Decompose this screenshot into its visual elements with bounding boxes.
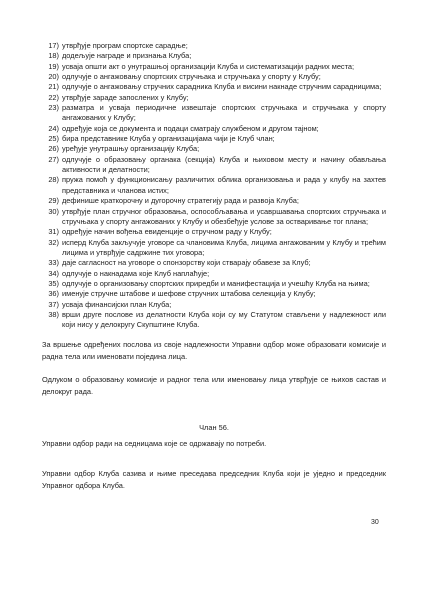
- list-item: [42, 134, 386, 144]
- list-item-number: 18): [48, 51, 59, 61]
- list-item-number: 24): [48, 123, 59, 133]
- list-item: [42, 103, 386, 124]
- list-item-text: одлучује о ангажовању спортских стручњака и стручњака у спорту у Клубу;: [62, 72, 321, 82]
- list-item-text: одређује начин вођења евиденције о стручном раду у Клубу;: [62, 227, 272, 237]
- list-item-number: 31): [48, 227, 59, 237]
- list-item: [42, 258, 386, 268]
- list-item-number: 22): [48, 92, 59, 102]
- list-item: [42, 41, 386, 51]
- list-item-number: 35): [48, 278, 59, 288]
- list-item-text: утврђује зараде запослених у Клубу;: [62, 92, 189, 102]
- list-item: [42, 93, 386, 103]
- competence-list: [42, 41, 386, 331]
- list-item: [42, 300, 386, 310]
- list-item-text: бира представнике Клуба у организацијама чији је Клуб члан;: [62, 134, 275, 144]
- list-item: [42, 155, 386, 176]
- list-item: [42, 207, 386, 228]
- list-item-text: пружа помоћ у функционисању различитих облика организовања и рада у клубу на захтев представника и чланова истих;: [62, 175, 386, 195]
- article-heading: Члан 56.: [199, 423, 229, 432]
- list-item-text: одређује која се документа и подаци сматрају службеном и другом тајном;: [62, 123, 319, 133]
- list-item-number: 29): [48, 196, 59, 206]
- list-item-number: 38): [48, 309, 59, 319]
- list-item-text: уређује унутрашњу организацију Клуба;: [62, 144, 200, 154]
- list-item-text: усваја општи акт о унутрашњој организацији Клуба и систематизацији радних места;: [62, 61, 355, 71]
- list-item: [42, 289, 386, 299]
- page-number: 30: [371, 519, 379, 526]
- list-item-number: 26): [48, 144, 59, 154]
- list-item-text: одлучује о образовању органака (секција) Клуба и њиховом месту и начину обављања активности и делатности;: [62, 154, 386, 175]
- list-item-number: 32): [48, 237, 59, 247]
- list-item-text: исперд Клуба закључује уговоре са члановима Клуба, лицима ангажованим у Клубу и трећим лицима и утврђује садржине тих уговора;: [62, 237, 386, 257]
- list-item-number: 28): [48, 175, 59, 185]
- list-item-text: одлучује о организовању спортских приредби и манифестација и учешћу Клуба на њима;: [62, 278, 370, 288]
- list-item: [42, 124, 386, 134]
- list-item: [42, 279, 386, 289]
- list-item: [42, 269, 386, 279]
- paragraph-commissions: За вршење одређених послова из своје надлежности Управни одбор може образовати комисије и радна тела или именовати поједина лица.: [42, 340, 386, 361]
- list-item-text: дефинише краткорочну и дугорочну стратегију рада и развоја Клуба;: [62, 196, 299, 206]
- list-item-number: 27): [48, 154, 59, 164]
- list-item-number: 17): [48, 41, 59, 50]
- list-item: [42, 144, 386, 154]
- list-item-text: одлучује о ангажовању стручних сарадника Клуба и висини накнаде стручним сарадницима;: [62, 82, 382, 92]
- list-item-number: 33): [48, 258, 59, 268]
- list-item: [42, 82, 386, 92]
- list-item-number: 21): [48, 82, 59, 92]
- list-item: [42, 62, 386, 72]
- list-item-number: 37): [48, 299, 59, 309]
- list-item-number: 30): [48, 206, 59, 216]
- paragraph-convening: Управни одбор Клуба сазива и њиме преседава председник Клуба који је уједно и председник Управног одбора Клуба.: [42, 469, 386, 490]
- list-item-text: утврђује план стручног образовања, оспособљавања и усавршавања спортских стручњака и стручњака у спорту ангажованих у Клубу и обезбеђује услове за остваривање тог плана;: [62, 206, 386, 226]
- list-item: [42, 238, 386, 259]
- list-item: [42, 227, 386, 237]
- list-item: [42, 72, 386, 82]
- paragraph-composition: Одлуком о образовању комисије и радног тела или именовању лица утврђује се њихов састав и делокруг рада.: [42, 375, 386, 396]
- list-item: [42, 310, 386, 331]
- list-item-number: 34): [48, 268, 59, 278]
- list-item-text: усваја финансијски план Клуба;: [62, 299, 172, 309]
- list-item-number: 25): [48, 134, 59, 144]
- list-item-number: 19): [48, 61, 59, 71]
- list-item: [42, 175, 386, 196]
- list-item-text: утврђује програм спортске сарадње;: [62, 41, 188, 50]
- list-item: [42, 196, 386, 206]
- list-item-text: даје сагласност на уговоре о спонзорству који стварају обавезе за Клуб;: [62, 258, 311, 268]
- list-item: [42, 51, 386, 61]
- list-item-text: додељује награде и признања Клуба;: [62, 51, 192, 61]
- paragraph-sessions: Управни одбор ради на седницама које се одржавају по потреби.: [42, 439, 267, 448]
- list-item-number: 20): [48, 72, 59, 82]
- list-item-text: именује стручне штабове и шефове стручних штабова селекција у Клубу;: [62, 289, 316, 299]
- list-item-text: разматра и усваја периодичне извештаје спортских стручњака и стручњака у спорту ангажованих у Клубу;: [62, 103, 386, 123]
- list-item-text: одлучује о накнадама које Клуб наплаћује;: [62, 268, 210, 278]
- list-item-number: 36): [48, 289, 59, 299]
- list-item-text: врши друге послове из делатности Клуба који су му Статутом стављени у надлежност или који нису у делокругу Скупштине Клуба.: [62, 309, 386, 330]
- list-item-number: 23): [48, 103, 59, 113]
